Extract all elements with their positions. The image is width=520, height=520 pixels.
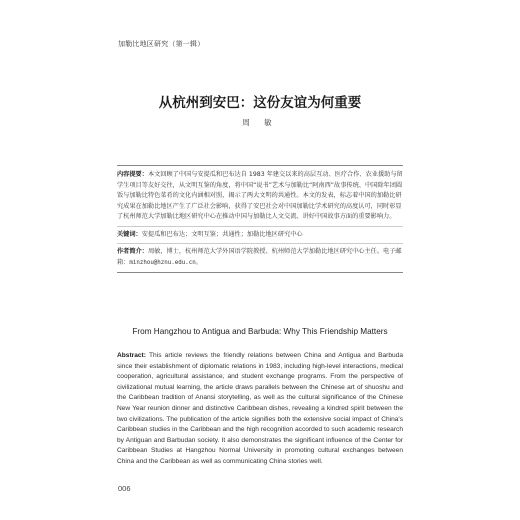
abstract-en bbox=[117, 351, 403, 468]
author-info-cn bbox=[117, 243, 403, 268]
author-info-cn-text: 周敏，博士，杭州师范大学外国语学院教授、杭州师范大学加勒比地区研究中心主任。电子邮箱： bbox=[117, 248, 402, 266]
author-info-cn-label: 作者简介： bbox=[117, 248, 148, 255]
abstract-en-label: Abstract: bbox=[117, 352, 146, 359]
author-name-cn: 周 敏 bbox=[242, 118, 278, 127]
abstract-box-cn bbox=[117, 165, 403, 273]
keywords-cn-label: 关键词： bbox=[117, 230, 142, 238]
keywords-cn-text: 安提瓜和巴布达；文明互鉴；共通性；加勒比地区研究中心 bbox=[141, 230, 303, 238]
abstract-cn-label: 内容提要： bbox=[117, 171, 148, 178]
abstract-en-text: This article reviews the friendly relations between China and Antigua and Barbuda since their establishment of diplomatic relations in 1983, including high-level interactions, medical cooperation, agricultural assistance, and student exchange programs. From the perspective of civilizational mutual learning, the article draws parallels between the Chinese art of shuoshu and the Caribbean tradition of Anansi storytelling, as well as the cultural significance of the Chinese New Year reunion dinner and distinctive Caribbean dishes, revealing a kindred spirit between the two civilizations. The publication of the article signifies both the extensive social impact of China's Caribbean studies in the Caribbean and the high recognition accorded to such academic research by Antiguan and Barbudan society. It also demonstrates the significant influence of the Center for Caribbean Studies at Hangzhou Normal University in promoting cultural exchanges between China and the Caribbean as well as communicating China stories well. bbox=[117, 352, 403, 465]
abstract-cn bbox=[117, 170, 403, 223]
keywords-cn bbox=[117, 226, 403, 241]
abstract-cn-text: 本文回顾了中国与安提瓜和巴布达自 1983 年建交以来的高层互动、医疗合作、农业援助与留学生项目等友好交往，从文明互鉴的角度，将中国“说书”艺术与加勒比“阿南西”故事传统、中国除年团圆饭与加勒比特色菜肴的文化内涵相对照，揭示了两大文明的共通性。本文的发表，标志着中国的加勒比研究成果在加勒比地区产生了广泛社会影响，获得了安巴社会对中国加勒比学术研究的高度认可，同时彰显了杭州师范大学加勒比地区研究中心在推动中国与加勒比人文交流、讲好中国故事方面的重要影响力。 bbox=[117, 171, 403, 220]
author-email-link[interactable]: minzhou@hznu.edu.cn。 bbox=[129, 259, 202, 266]
article-title-en: From Hangzhou to Antigua and Barbuda: Why This Friendship Matters bbox=[132, 327, 388, 336]
article-title-cn: 从杭州到安巴：这份友谊为何重要 bbox=[158, 95, 362, 111]
page-number: 006 bbox=[118, 484, 131, 493]
running-header: 加勒比地区研究（第一辑） bbox=[118, 40, 205, 48]
